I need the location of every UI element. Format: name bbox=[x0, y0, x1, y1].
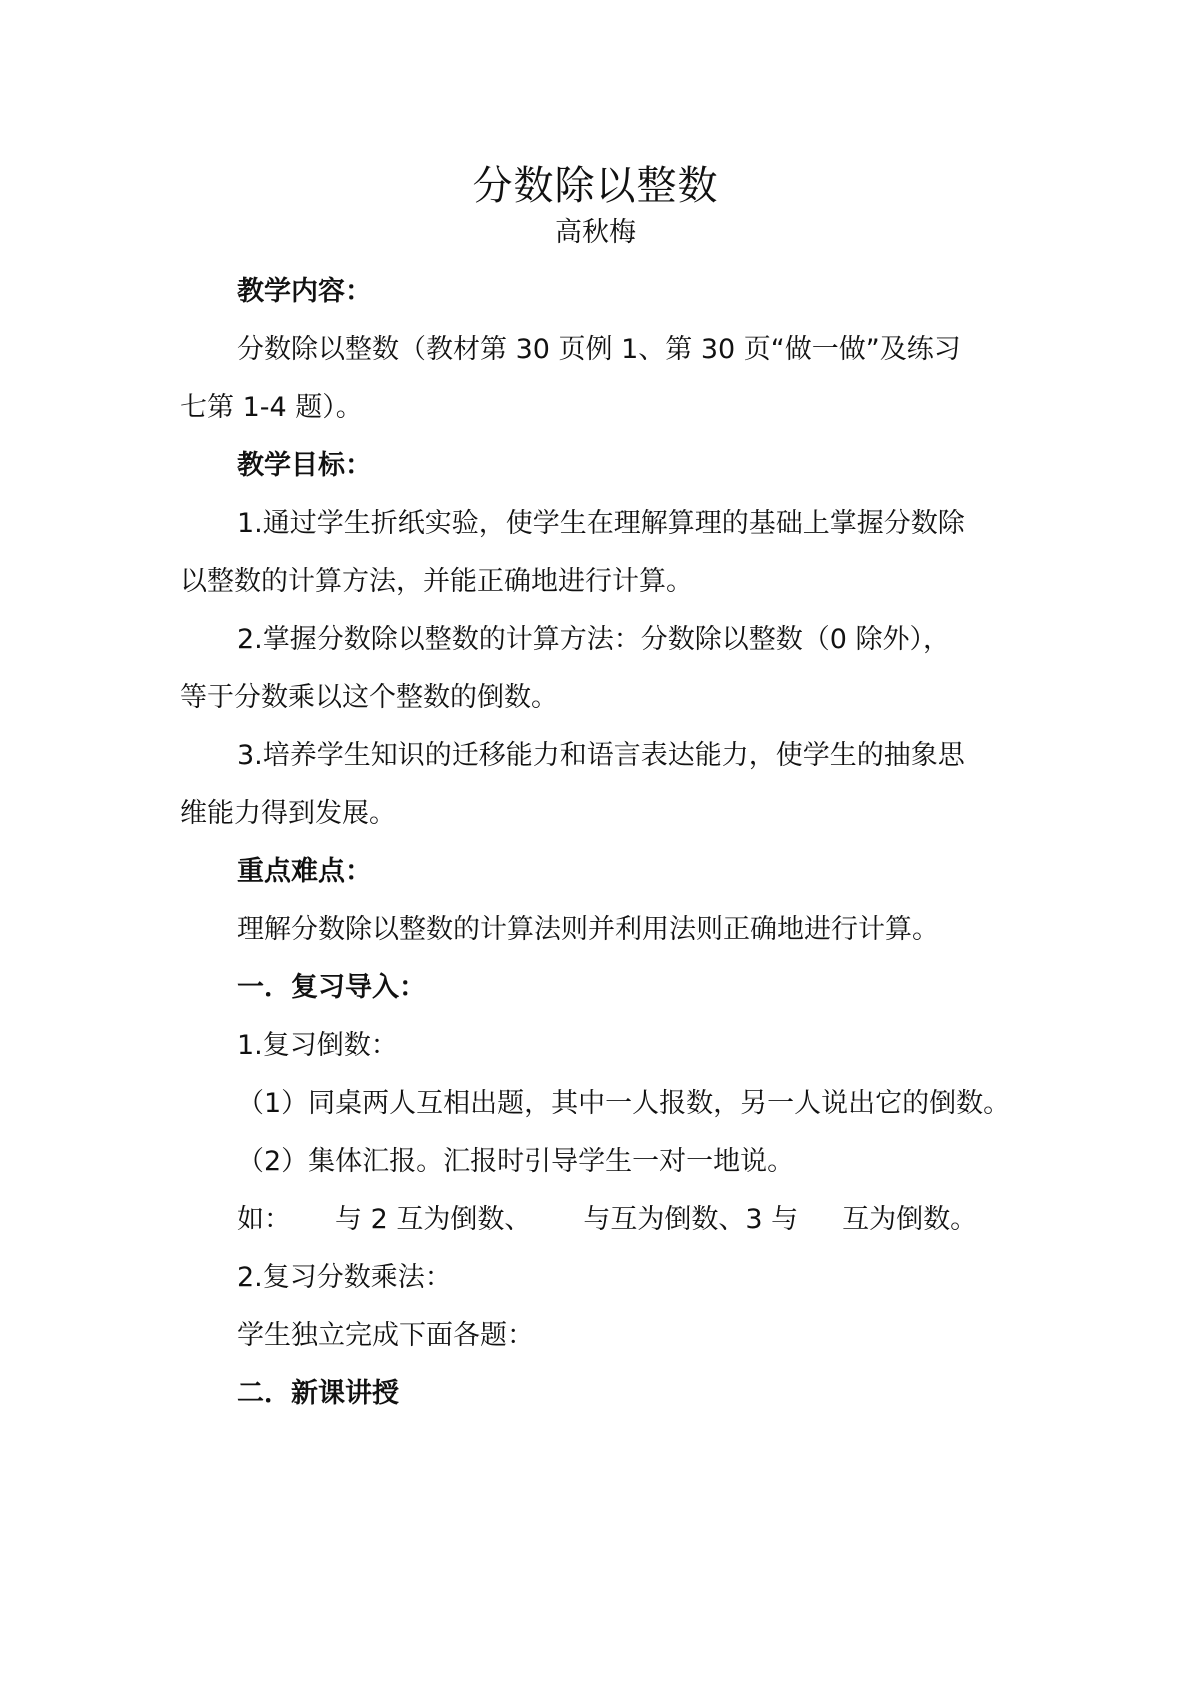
heading-teaching-goals: 教学目标： bbox=[237, 450, 372, 481]
goal-1-line-1: 1.通过学生折纸实验，使学生在理解算理的基础上掌握分数除 bbox=[237, 508, 965, 539]
content-line-1: 分数除以整数（教材第 30 页例 1、第 30 页“做一做”及练习 bbox=[237, 334, 961, 365]
heading-part-two: 二．新课讲授 bbox=[237, 1378, 399, 1409]
review-task: 学生独立完成下面各题： bbox=[237, 1320, 534, 1351]
review-reciprocal-step-2: （2）集体汇报。汇报时引导学生一对一地说。 bbox=[237, 1146, 795, 1177]
goal-3-line-1: 3.培养学生知识的迁移能力和语言表达能力，使学生的抽象思 bbox=[237, 740, 965, 771]
heading-key-points: 重点难点： bbox=[237, 856, 372, 887]
goal-2-line-2: 等于分数乘以这个整数的倒数。 bbox=[180, 682, 558, 713]
review-reciprocal-step-1: （1）同桌两人互相出题，其中一人报数，另一人说出它的倒数。 bbox=[237, 1088, 1011, 1119]
content-line-2: 七第 1-4 题）。 bbox=[180, 392, 363, 423]
document-title: 分数除以整数 bbox=[472, 163, 719, 209]
reciprocal-example-line bbox=[237, 1200, 977, 1240]
goal-1-line-2: 以整数的计算方法，并能正确地进行计算。 bbox=[180, 566, 693, 597]
goal-2-line-1: 2.掌握分数除以整数的计算方法：分数除以整数（0 除外）， bbox=[237, 624, 951, 655]
author-name: 高秋梅 bbox=[555, 217, 636, 248]
review-reciprocal: 1.复习倒数： bbox=[237, 1030, 398, 1061]
example-prefix: 如： bbox=[237, 1204, 291, 1235]
goal-3-line-2: 维能力得到发展。 bbox=[180, 798, 396, 829]
heading-part-one: 一．复习导入： bbox=[237, 972, 426, 1003]
review-fraction-multiplication: 2.复习分数乘法： bbox=[237, 1262, 452, 1293]
example-part-2: 与互为倒数、3 与 bbox=[583, 1204, 799, 1235]
key-points-line: 理解分数除以整数的计算法则并利用法则正确地进行计算。 bbox=[237, 914, 939, 945]
example-part-1: 与 2 互为倒数、 bbox=[335, 1204, 532, 1235]
heading-teaching-content: 教学内容： bbox=[237, 276, 372, 307]
example-part-3: 互为倒数。 bbox=[842, 1204, 978, 1235]
